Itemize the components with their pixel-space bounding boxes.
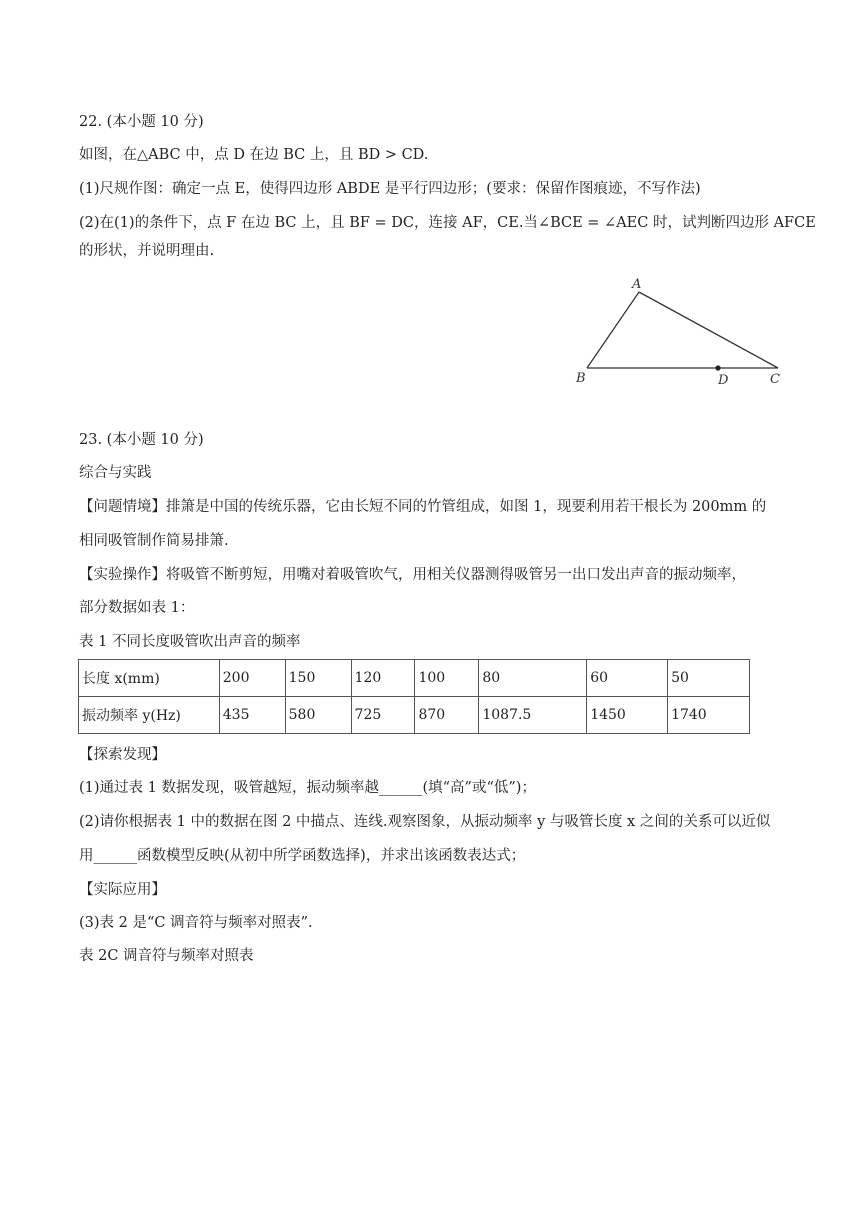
- label-b: B: [576, 371, 586, 386]
- table-row: [79, 660, 750, 697]
- table-row: [79, 697, 750, 734]
- table-cell: 60: [587, 660, 668, 697]
- label-d: D: [718, 373, 729, 388]
- q23-experiment-line2: 部分数据如表 1：: [79, 600, 195, 616]
- table-cell: 1450: [587, 697, 668, 734]
- q22-intro: 如图，在△ABC 中，点 D 在边 BC 上，且 BD > CD.: [79, 147, 429, 163]
- table1: [78, 659, 750, 734]
- apply-q3: (3)表 2 是“C 调音符与频率对照表”.: [79, 915, 313, 931]
- q23-context-line2: 相同吸管制作简易排箫.: [79, 533, 229, 549]
- table-cell: 80: [479, 660, 587, 697]
- table-cell: 870: [415, 697, 479, 734]
- table-cell: 580: [285, 697, 351, 734]
- table-row-label: 振动频率 y(Hz): [79, 697, 220, 734]
- table-cell: 1740: [668, 697, 750, 734]
- table-cell: 1087.5: [479, 697, 587, 734]
- table-cell: 150: [285, 660, 351, 697]
- explore-q2-line1: (2)请你根据表 1 中的数据在图 2 中描点、连线.观察图象，从振动频率 y 与吸管长度 x 之间的关系可以近似: [79, 814, 771, 830]
- q23-context-line1: 【问题情境】排箫是中国的传统乐器，它由长短不同的竹管组成，如图 1，现要利用若干根长为 200mm 的: [79, 499, 767, 515]
- q22-part2-line1: (2)在(1)的条件下，点 F 在边 BC 上，且 BF = DC，连接 AF，CE.当∠BCE = ∠AEC 时，试判断四边形 AFCE: [79, 215, 816, 231]
- q22-part1: (1)尺规作图：确定一点 E，使得四边形 ABDE 是平行四边形；(要求：保留作图痕迹，不写作法): [79, 181, 701, 197]
- explore-title: 【探索发现】: [79, 747, 166, 763]
- table-cell: 435: [219, 697, 285, 734]
- label-c: C: [770, 372, 780, 387]
- apply-title: 【实际应用】: [79, 882, 166, 898]
- table2-caption: 表 2C 调音符与频率对照表: [79, 948, 254, 964]
- q22-part2-line2: 的形状，并说明理由.: [79, 243, 215, 259]
- label-a: A: [632, 277, 642, 292]
- table-cell: 725: [351, 697, 415, 734]
- q23-subtitle: 综合与实践: [79, 465, 152, 481]
- segment-ab: [587, 292, 639, 368]
- table-cell: 200: [219, 660, 285, 697]
- q22-header: 22. (本小题 10 分): [79, 114, 204, 130]
- point-d: [715, 365, 720, 370]
- explore-q1: (1)通过表 1 数据发现，吸管越短，振动频率越______(填“高”或“低”)；: [79, 780, 536, 796]
- table1-caption: 表 1 不同长度吸管吹出声音的频率: [79, 634, 301, 650]
- q23-header: 23. (本小题 10 分): [79, 432, 204, 448]
- triangle-figure: [570, 272, 790, 392]
- table-cell: 50: [668, 660, 750, 697]
- table-cell: 120: [351, 660, 415, 697]
- table-row-label: 长度 x(mm): [79, 660, 220, 697]
- segment-ac: [639, 292, 778, 368]
- table-cell: 100: [415, 660, 479, 697]
- explore-q2-line2: 用______函数模型反映(从初中所学函数选择)，并求出该函数表达式；: [79, 848, 526, 864]
- q23-experiment-line1: 【实验操作】将吸管不断剪短，用嘴对着吸管吹气，用相关仪器测得吸管另一出口发出声音的振动频率，: [79, 567, 746, 583]
